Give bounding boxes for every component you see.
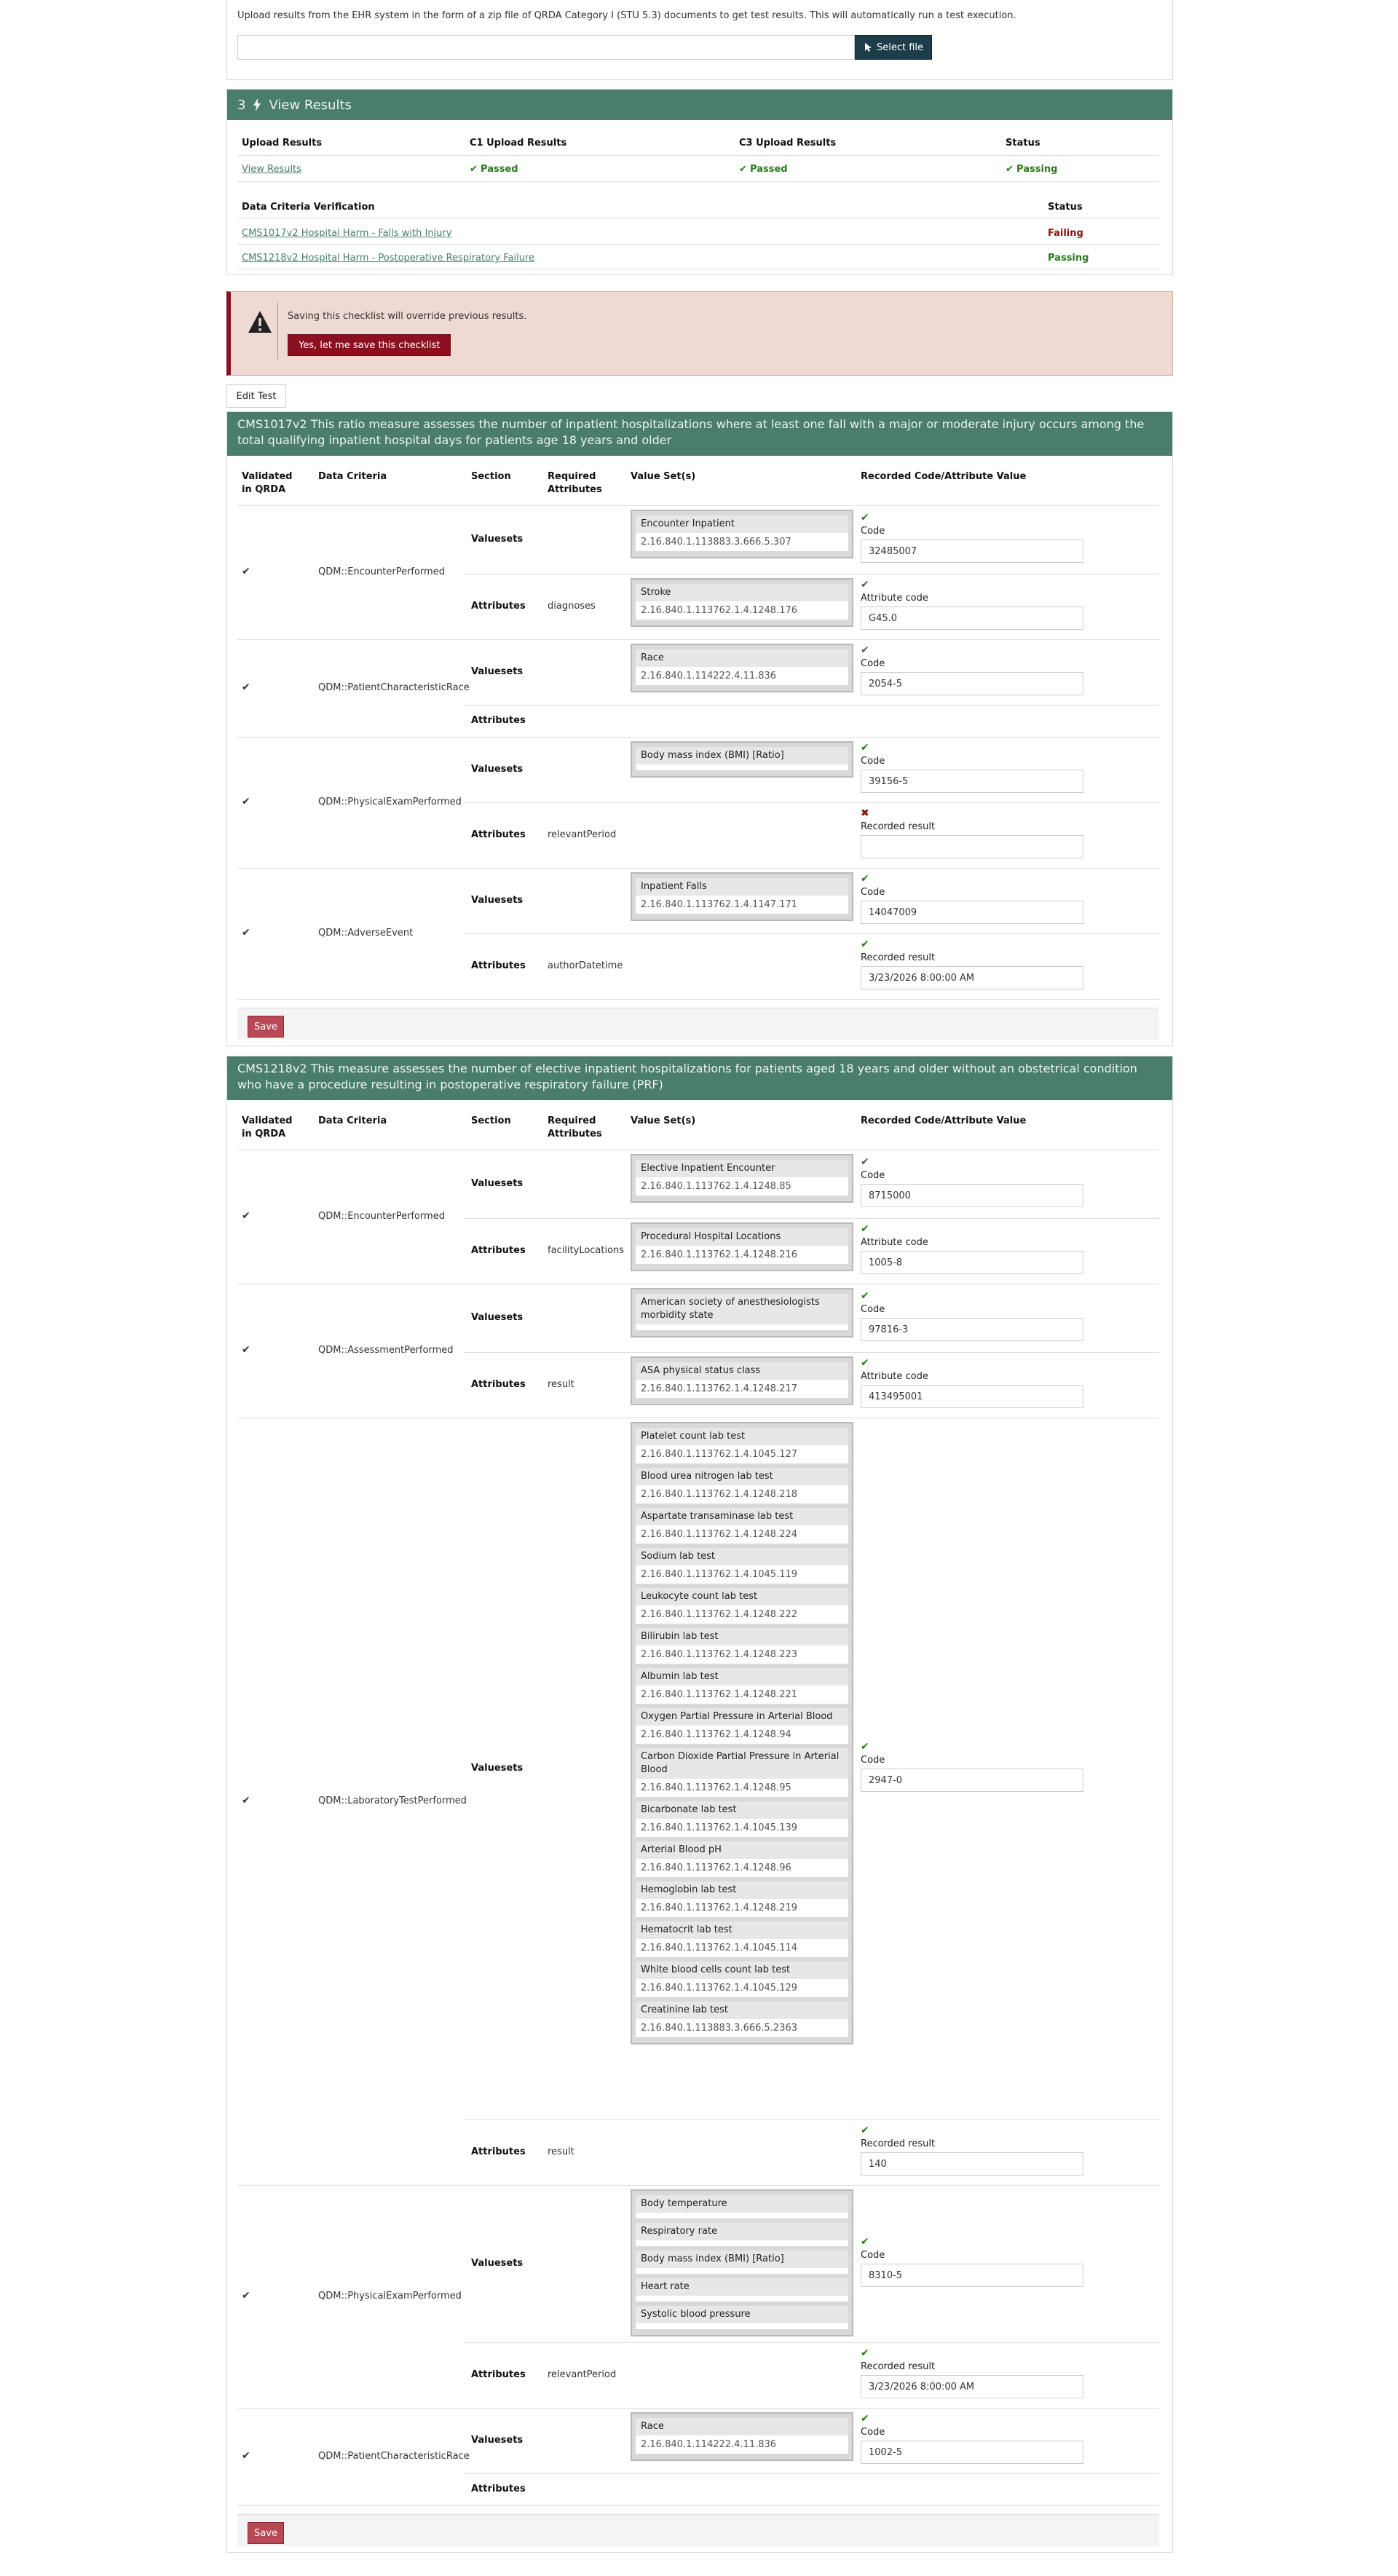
save-bar [237,1008,1159,1040]
value-set-name: Carbon Dioxide Partial Pressure in Arterial Blood [636,1748,848,1779]
value-set-oid: 2.16.840.1.113762.1.4.1248.224 [636,1525,848,1544]
section-label: Attributes [471,960,526,971]
value-set-spacer [636,764,848,770]
alert-message: Saving this checklist will override previous results. [288,311,527,322]
recorded-value [861,1156,1086,1207]
recorded-value [861,1357,1086,1408]
value-set-list-end [632,2329,852,2335]
row-divider [237,999,1159,1000]
recorded-value [861,873,1086,924]
value-set-name: Arterial Blood pH [636,1841,848,1859]
value-set-item [636,2195,848,2219]
data-criteria-name: QDM::PatientCharacteristicRace [318,682,470,693]
value-set-list [631,2189,853,2336]
row-divider [464,2473,1159,2474]
recorded-value [861,512,1086,563]
recorded-value-header: Recorded Code/Attribute Value [861,1115,1027,1126]
section-label: Valuesets [471,1763,524,1774]
value-set-list [631,2412,853,2461]
required-attribute: relevantPeriod [548,829,617,840]
view-results-panel [226,89,1173,275]
value-set-name: Race [636,649,848,667]
recorded-value [861,1290,1086,1341]
row-divider [464,2119,1159,2120]
value-sets-header: Value Set(s) [631,471,696,482]
data-criteria-header: Data Criteria [318,1115,387,1126]
data-criteria-name: QDM::AssessmentPerformed [318,1345,454,1356]
section-label: Attributes [471,2484,526,2494]
value-set-list-end [632,685,852,691]
recorded-value-field[interactable]: 14047009 [861,901,1083,924]
value-set-name: Race [636,2418,848,2435]
status-header: Status [1006,138,1040,149]
section-label: Valuesets [471,2258,524,2269]
override-warning-alert [226,291,1173,376]
recorded-label: Recorded result [861,2361,936,2372]
recorded-label: Code [861,2250,885,2261]
pointer-icon [864,42,872,52]
validated-check-icon: ✔ [242,1210,250,1222]
value-set-name: Bicarbonate lab test [636,1801,848,1819]
value-set-item [636,584,848,620]
row-divider [464,2342,1159,2343]
value-set-oid: 2.16.840.1.113762.1.4.1045.129 [636,1979,848,1997]
check-icon: ✔ [739,164,747,175]
value-set-name: Bilirubin lab test [636,1628,848,1645]
dcv-link-cms1218[interactable]: CMS1218v2 Hospital Harm - Postoperative Respiratory Failure [242,253,535,264]
value-set-list [631,644,853,692]
value-set-name: Encounter Inpatient [636,515,848,533]
data-criteria-name: QDM::EncounterPerformed [318,1211,445,1222]
value-set-list [631,872,853,921]
dcv-status-cms1017: Failing [1048,228,1083,239]
check-icon: ✔ [861,1290,869,1302]
value-set-oid: 2.16.840.1.113762.1.4.1248.219 [636,1899,848,1917]
value-set-list [631,741,853,778]
row-divider [237,639,1159,640]
required-attributes-header: Required Attributes [548,471,602,495]
value-set-name: Procedural Hospital Locations [636,1228,848,1246]
section-label: Valuesets [471,666,524,677]
value-set-oid: 2.16.840.1.113762.1.4.1248.218 [636,1485,848,1504]
view-results-heading [227,90,1172,120]
value-set-item [636,1508,848,1544]
section-label: Valuesets [471,534,524,545]
required-attribute: authorDatetime [548,960,623,971]
value-set-oid: 2.16.840.1.114222.4.11.836 [636,667,848,685]
required-attributes-header: Required Attributes [548,1115,602,1139]
value-set-name: American society of anesthesiologists morbidity state [636,1294,848,1324]
value-set-item [636,1362,848,1398]
value-set-list-end [632,1264,852,1270]
value-set-name: White blood cells count lab test [636,1961,848,1979]
check-icon: ✔ [470,164,478,175]
table-header-divider [237,505,1159,506]
confirm-save-checklist-button[interactable]: Yes, let me save this checklist [288,334,451,356]
row-divider [237,737,1159,738]
upload-results-header: Upload Results [242,138,323,149]
value-set-oid: 2.16.840.1.113762.1.4.1248.85 [636,1177,848,1196]
value-set-list-end [632,914,852,920]
row-divider [237,2185,1159,2186]
value-set-list [631,1356,853,1405]
value-set-item [636,1628,848,1664]
recorded-value-header: Recorded Code/Attribute Value [861,471,1027,482]
value-set-item [636,1588,848,1624]
value-set-oid: 2.16.840.1.113762.1.4.1147.171 [636,896,848,914]
recorded-value [861,742,1086,793]
row-divider [237,2408,1159,2409]
recorded-label: Recorded result [861,821,936,832]
validated-check-icon: ✔ [242,2290,250,2302]
section-label: Valuesets [471,1312,524,1323]
upload-description: Upload results from the EHR system in the form of a zip file of QRDA Category I (STU 5.3) documents to get test results. This will automatically run a test execution. [237,10,1016,21]
validated-check-icon: ✔ [242,1344,250,1356]
recorded-value [861,1223,1086,1274]
value-set-item [636,2418,848,2454]
recorded-label: Recorded result [861,2138,936,2149]
recorded-label: Attribute code [861,1371,928,1382]
required-attribute: result [548,1379,574,1390]
value-set-item [636,1228,848,1264]
value-set-item [636,1801,848,1837]
value-set-item [636,1428,848,1463]
overall-status-text: Passing [1016,164,1058,175]
value-set-name: Leukocyte count lab test [636,1588,848,1605]
upload-panel [226,0,1173,80]
data-criteria-name: QDM::LaboratoryTestPerformed [318,1795,467,1806]
value-set-oid: 2.16.840.1.113883.3.666.5.307 [636,533,848,551]
value-set-item [636,1548,848,1584]
select-file-label: Select file [876,42,924,53]
recorded-label: Code [861,756,885,767]
value-set-item [636,1961,848,1997]
data-criteria-name: QDM::AdverseEvent [318,928,414,939]
row-divider [464,705,1159,706]
recorded-value-field[interactable]: 3/23/2026 8:00:00 AM [861,2375,1083,2398]
recorded-value-field[interactable]: 8310-5 [861,2264,1083,2287]
section-label: Valuesets [471,764,524,775]
value-set-oid: 2.16.840.1.113762.1.4.1248.222 [636,1605,848,1624]
section-label: Valuesets [471,1178,524,1189]
save-button[interactable]: Save [248,2522,284,2544]
select-file-button[interactable] [855,35,932,60]
check-icon: ✔ [861,1357,869,1369]
value-set-spacer [636,2240,848,2246]
data-criteria-name: QDM::PatientCharacteristicRace [318,2451,470,2462]
value-set-item [636,747,848,770]
check-icon: ✔ [1006,164,1014,175]
check-icon: ✔ [861,1741,869,1753]
value-set-item [636,878,848,914]
recorded-value-field[interactable]: 1005-8 [861,1251,1083,1274]
recorded-value [861,2125,1086,2176]
check-icon: ✔ [861,2125,869,2136]
row-divider [464,1218,1159,1219]
c3-status-text: Passed [750,164,788,175]
value-set-oid: 2.16.840.1.113883.3.666.5.2363 [636,2019,848,2037]
data-criteria-verification-header: Data Criteria Verification [242,202,375,213]
value-set-name: Creatinine lab test [636,2002,848,2019]
file-input[interactable] [237,35,855,60]
value-set-item [636,2002,848,2037]
recorded-value [861,579,1086,630]
required-attribute: relevantPeriod [548,2369,617,2380]
value-set-spacer [636,2296,848,2302]
value-set-spacer [636,2323,848,2329]
validated-check-icon: ✔ [242,2450,250,2462]
check-icon: ✔ [861,873,869,885]
value-set-name: Platelet count lab test [636,1428,848,1445]
required-attribute: result [548,2146,574,2157]
value-set-oid: 2.16.840.1.113762.1.4.1045.119 [636,1565,848,1584]
recorded-label: Code [861,526,885,537]
value-set-name: Body mass index (BMI) [Ratio] [636,747,848,764]
value-set-oid: 2.16.840.1.113762.1.4.1045.139 [636,1819,848,1837]
value-set-item [636,1881,848,1917]
edit-test-button[interactable]: Edit Test [226,384,286,408]
validated-check-icon: ✔ [242,681,250,693]
recorded-value-field[interactable]: 32485007 [861,540,1083,563]
data-criteria-name: QDM::PhysicalExamPerformed [318,797,462,807]
save-button[interactable]: Save [248,1016,284,1038]
view-results-title: View Results [269,97,352,113]
value-set-name: Respiratory rate [636,2223,848,2240]
recorded-value [861,2413,1086,2464]
dcv-status-header: Status [1048,202,1083,213]
value-set-oid: 2.16.840.1.113762.1.4.1248.176 [636,601,848,620]
check-icon: ✔ [861,579,869,590]
dcv-status-cms1218: Passing [1048,253,1089,264]
recorded-label: Code [861,1170,885,1181]
dcv-link-cms1017[interactable]: CMS1017v2 Hospital Harm - Falls with Injury [242,228,452,239]
value-set-list-end [632,1398,852,1404]
section-label: Attributes [471,1245,526,1256]
section-label: Valuesets [471,2435,524,2446]
validated-check-icon: ✔ [242,1795,250,1806]
recorded-value [861,2236,1086,2287]
lightning-icon [253,98,261,111]
recorded-value [861,2347,1086,2398]
validated-check-icon: ✔ [242,796,250,807]
check-icon: ✔ [861,2347,869,2359]
check-icon: ✔ [861,939,869,950]
recorded-value [861,1741,1086,1792]
value-set-oid: 2.16.840.1.113762.1.4.1045.127 [636,1445,848,1463]
value-set-spacer [636,2213,848,2219]
value-set-name: ASA physical status class [636,1362,848,1380]
c1-status-text: Passed [481,164,518,175]
value-set-item [636,2251,848,2274]
data-criteria-header: Data Criteria [318,471,387,482]
value-set-oid: 2.16.840.1.113762.1.4.1248.217 [636,1380,848,1398]
section-label: Valuesets [471,895,524,906]
recorded-value-field[interactable]: 8715000 [861,1184,1083,1207]
value-set-spacer [636,1324,848,1330]
value-set-list [631,1154,853,1203]
section-label: Attributes [471,2369,526,2380]
recorded-value [861,939,1086,989]
recorded-value-field[interactable]: 97816-3 [861,1318,1083,1341]
value-set-name: Sodium lab test [636,1548,848,1565]
value-set-name: Blood urea nitrogen lab test [636,1468,848,1485]
value-set-name: Hemoglobin lab test [636,1881,848,1899]
warning-icon [247,309,273,334]
recorded-value-field[interactable]: 413495001 [861,1385,1083,1408]
value-set-oid: 2.16.840.1.114222.4.11.836 [636,2435,848,2454]
value-set-name: Inpatient Falls [636,878,848,896]
check-icon: ✔ [861,1223,869,1235]
value-set-item [636,1921,848,1957]
value-set-oid: 2.16.840.1.113762.1.4.1248.96 [636,1859,848,1877]
measure-title: CMS1218v2 This measure assesses the number of elective inpatient hospitalizations for patients aged 18 years and older without an obstetrical condition who have a procedure resulting in postoperative respiratory failure (PRF) [227,1056,1172,1100]
check-icon: ✔ [861,512,869,524]
row-divider [237,868,1159,869]
value-set-item [636,2278,848,2302]
recorded-label: Attribute code [861,593,928,604]
value-set-list-end [632,2454,852,2460]
value-set-oid: 2.16.840.1.113762.1.4.1248.221 [636,1686,848,1704]
data-criteria-name: QDM::EncounterPerformed [318,566,445,577]
c1-status [470,164,518,175]
value-set-item [636,1748,848,1797]
recorded-label: Attribute code [861,1237,928,1248]
c1-results-header: C1 Upload Results [470,138,567,149]
recorded-label: Code [861,2427,885,2438]
value-set-name: Aspartate transaminase lab test [636,1508,848,1525]
value-set-name: Stroke [636,584,848,601]
section-header: Section [471,471,511,482]
recorded-label: Code [861,1304,885,1315]
recorded-label: Recorded result [861,952,936,963]
value-set-oid: 2.16.840.1.113762.1.4.1248.223 [636,1645,848,1664]
value-set-item [636,1841,848,1877]
value-set-oid: 2.16.840.1.113762.1.4.1248.95 [636,1779,848,1797]
value-set-list [631,1222,853,1271]
validated-header: Validated in QRDA [242,471,293,495]
row-divider [464,933,1159,934]
check-icon: ✔ [861,1156,869,1168]
recorded-value-field[interactable]: G45.0 [861,607,1083,630]
validated-header: Validated in QRDA [242,1115,293,1139]
value-set-name: Oxygen Partial Pressure in Arterial Blood [636,1708,848,1726]
value-set-list [631,510,853,558]
row-divider [464,1352,1159,1353]
value-set-name: Albumin lab test [636,1668,848,1686]
check-icon: ✔ [861,742,869,754]
recorded-value [861,644,1086,695]
recorded-value-field[interactable] [861,835,1083,858]
value-set-name: Body temperature [636,2195,848,2213]
value-set-list [631,1288,853,1338]
value-set-list-end [632,2037,852,2043]
value-set-name: Systolic blood pressure [636,2306,848,2323]
c3-status [739,164,788,175]
measure-panel [226,411,1173,1046]
x-icon: ✖ [861,807,869,819]
view-results-link[interactable]: View Results [242,164,301,175]
value-set-item [636,1294,848,1330]
measure-title: CMS1017v2 This ratio measure assesses the number of inpatient hospitalizations where at least one fall with a major or moderate injury occurs among the total qualifying inpatient hospital days for patients age 18 years and older [227,412,1172,456]
recorded-value-field[interactable]: 2054-5 [861,672,1083,695]
step-number: 3 [237,97,246,113]
value-set-item [636,649,848,685]
recorded-value-field[interactable]: 39156-5 [861,770,1083,793]
value-set-name: Elective Inpatient Encounter [636,1160,848,1177]
recorded-value-field[interactable]: 140 [861,2152,1083,2176]
value-set-name: Hematocrit lab test [636,1921,848,1939]
value-set-item [636,1668,848,1704]
value-set-name: Body mass index (BMI) [Ratio] [636,2251,848,2268]
recorded-value [861,807,1086,858]
row-divider [237,2505,1159,2506]
required-attribute: diagnoses [548,601,596,612]
row-divider [464,802,1159,803]
value-set-list-end [632,551,852,557]
section-label: Attributes [471,829,526,840]
value-set-list-end [632,1330,852,1336]
required-attribute: facilityLocations [548,1245,625,1256]
value-set-name: Heart rate [636,2278,848,2296]
value-sets-header: Value Set(s) [631,1115,696,1126]
save-bar [237,2514,1159,2546]
recorded-label: Code [861,658,885,669]
recorded-label: Code [861,1755,885,1766]
value-set-item [636,2306,848,2329]
recorded-value-field[interactable]: 2947-0 [861,1769,1083,1792]
section-header: Section [471,1115,511,1126]
value-set-list-end [632,1196,852,1201]
validated-check-icon: ✔ [242,566,250,577]
section-label: Attributes [471,1379,526,1390]
validated-check-icon: ✔ [242,927,250,939]
c3-results-header: C3 Upload Results [739,138,837,149]
value-set-oid: 2.16.840.1.113762.1.4.1045.114 [636,1939,848,1957]
section-label: Attributes [471,2146,526,2157]
value-set-list [631,1422,853,2044]
overall-status [1006,164,1058,175]
value-set-item [636,2223,848,2246]
section-label: Attributes [471,601,526,612]
value-set-item [636,1708,848,1744]
measure-panel [226,1056,1173,2553]
check-icon: ✔ [861,644,869,656]
value-set-spacer [636,2268,848,2274]
value-set-list [631,578,853,627]
value-set-item [636,1160,848,1196]
value-set-oid: 2.16.840.1.113762.1.4.1248.216 [636,1246,848,1264]
section-label: Attributes [471,715,526,726]
recorded-value-field[interactable]: 1002-5 [861,2441,1083,2464]
value-set-oid: 2.16.840.1.113762.1.4.1248.94 [636,1726,848,1744]
value-set-item [636,515,848,551]
value-set-list-end [632,770,852,776]
data-criteria-name: QDM::PhysicalExamPerformed [318,2291,462,2302]
recorded-label: Code [861,887,885,898]
recorded-value-field[interactable]: 3/23/2026 8:00:00 AM [861,966,1083,989]
check-icon: ✔ [861,2236,869,2248]
value-set-item [636,1468,848,1504]
value-set-list-end [632,620,852,625]
check-icon: ✔ [861,2413,869,2425]
